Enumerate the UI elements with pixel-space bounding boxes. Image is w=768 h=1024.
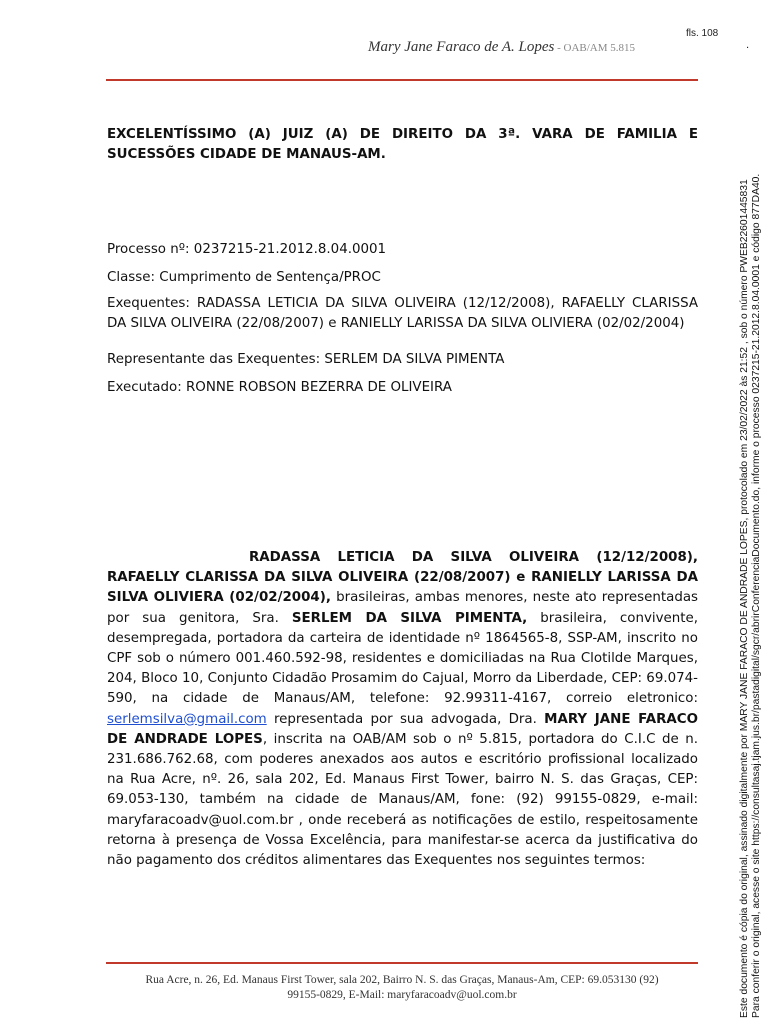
body-segment: brasileiras, ambas menores, neste ato representadas por sua genitora, Sra. — [107, 590, 698, 626]
header-divider — [106, 79, 698, 81]
page-number-label: fls. 108 — [686, 28, 719, 39]
representante-label: Representante das Exequentes: — [107, 352, 325, 367]
footer-line: 99155-0829, E-Mail: maryfaracoadv@uol.com.br — [287, 989, 517, 1001]
email-link[interactable]: serlemsilva@gmail.com — [107, 711, 267, 727]
footer-divider — [106, 962, 698, 964]
representante-bold: SERLEM DA SILVA PIMENTA, — [291, 610, 528, 626]
advogada-name: MARY JANE FARACO DE ANDRADE LOPES — [107, 711, 698, 747]
corner-dot: . — [746, 40, 750, 51]
case-exequentes: Exequentes: RADASSA LETICIA DA SILVA OLIVEIRA (12/12/2008), RAFAELLY CLARISSA DA SILVA OLIVEIRA (22/08/2007) e RANIELLY LARISSA DA SILVA OLIVIERA (02/02/2004) — [107, 296, 698, 331]
body-segment: brasileira, convivente, desempregada, portadora da carteira de identidade nº 1864565-8, SSP-AM, inscrito no CPF sob o número 001.460.592-98, residentes e domiciliadas na Rua Clotilde Marques, 204, Bloco 10, Conjunto Cidadão Prosamim do Cajual, Morro da Liberdade, CEP: 69.074-590, na cidade de Manaus/AM, telefone: 92.99311-4167, correio eletronico: — [107, 610, 698, 707]
case-representante — [107, 350, 698, 370]
exequentes-names: RADASSA LETICIA DA SILVA OLIVEIRA (12/12/2008), RAFAELLY CLARISSA DA SILVA OLIVEIRA (22/08/2007) e RANIELLY LARISSA DA SILVA OLIVIERA (02/02/2004), — [107, 550, 698, 606]
footer-line: Rua Acre, n. 26, Ed. Manaus First Tower, sala 202, Bairro N. S. das Graças, Manaus-Am, CEP: 69.053130 (92) — [145, 974, 659, 986]
body-segment: representada por sua advogada, Dra. — [266, 711, 545, 727]
letterhead — [368, 39, 635, 56]
stamp-line: Este documento é cópia do original, assinado digitalmente por MARY JANE FARACO DE ANDRADE LOPES, protocolado em 23/02/2022 às 21:52 , sob o número PWEB22601445831 — [739, 179, 750, 1018]
digital-signature-stamp — [739, 58, 763, 1018]
letterhead-oab: - OAB/AM 5.815 — [554, 42, 636, 54]
case-executado: Executado: RONNE ROBSON BEZERRA DE OLIVEIRA — [107, 380, 452, 395]
document-title: EXCELENTÍSSIMO (A) JUIZ (A) DE DIREITO DA 3ª. VARA DE FAMILIA E SUCESSÕES CIDADE DE MANAUS-AM. — [107, 127, 698, 162]
footer-address — [106, 973, 698, 1003]
case-classe: Classe: Cumprimento de Sentença/PROC — [107, 270, 381, 285]
petition-body — [107, 548, 698, 871]
case-processo: Processo nº: 0237215-21.2012.8.04.0001 — [107, 242, 387, 257]
letterhead-name: Mary Jane Faraco de A. Lopes — [368, 39, 555, 55]
body-segment: , inscrita na OAB/AM sob o nº 5.815, portadora do C.I.C de n. 231.686.762.68, com poderes anexados aos autos e escritório profissional localizado na Rua Acre, nº. 26, sala 202, Ed. Manaus First Tower, bairro N. S. das Graças, CEP: 69.053-130, também na cidade de Manaus/AM, fone: (92) 99155-0829, e-mail: maryfaracoadv@uol.com.br , onde receberá as notificações de estilo, respeitosamente retorna à presença de Vossa Excelência, para manifestar-se acerca da justificativa do não pagamento dos créditos alimentares das Exequentes nos seguintes termos: — [107, 731, 698, 869]
stamp-line: Para conferir o original, acesse o site https://consultasaj.tjam.jus.br/pastadigital/sgcr/abrirConferenciaDocumento.do, informe o processo 0237215-21.2012.8.04.0001 e código 877DA40. — [751, 173, 762, 1018]
representante-name: SERLEM DA SILVA PIMENTA — [324, 352, 505, 367]
